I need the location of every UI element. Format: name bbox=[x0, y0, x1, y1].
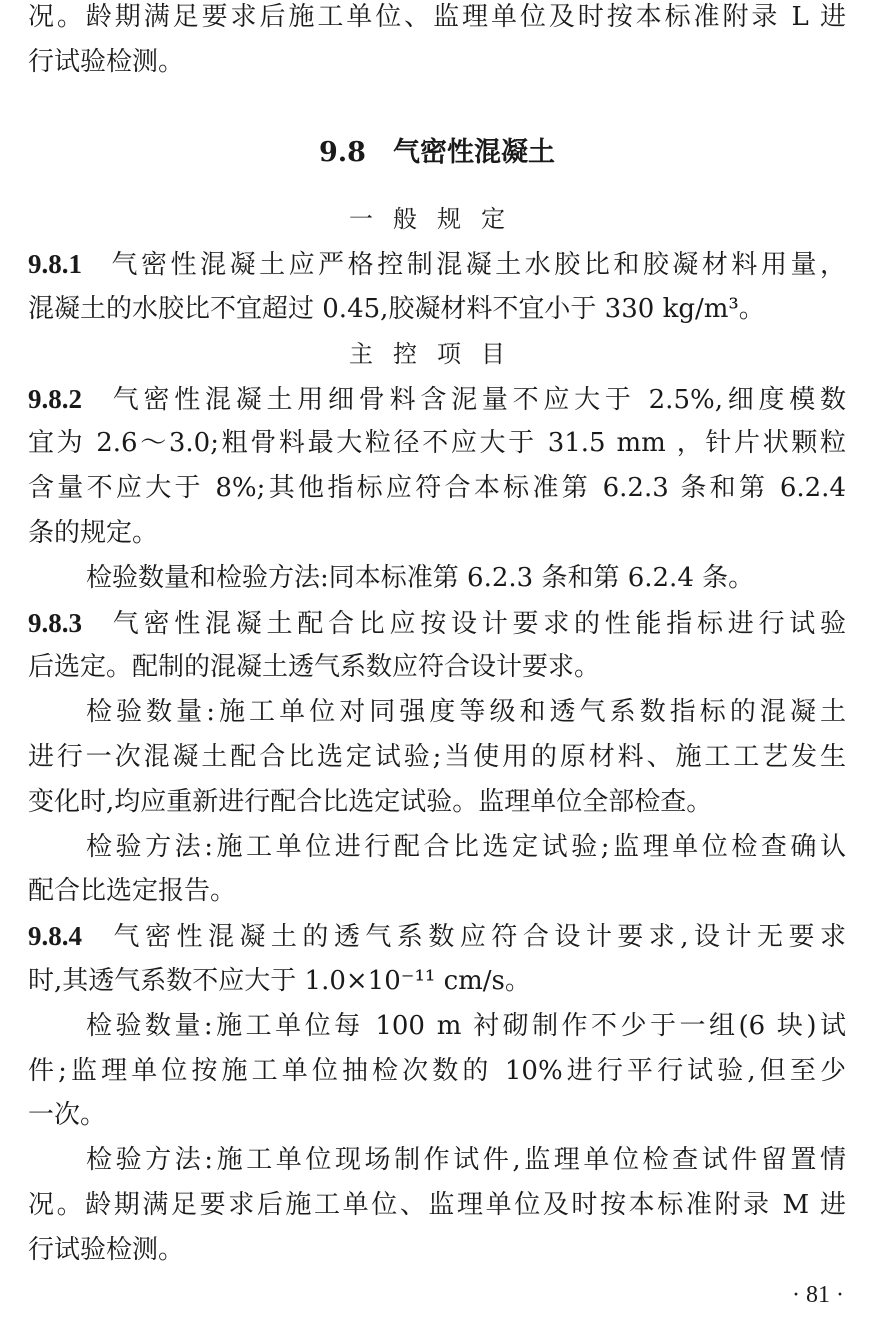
line-text: 条的规定。 bbox=[28, 517, 159, 548]
page-number: · 81 · bbox=[792, 1282, 844, 1308]
text-line bbox=[28, 780, 846, 825]
line-text: 气密性混凝土的透气系数应符合设计要求,设计无要求 bbox=[108, 922, 846, 953]
line-text: 况。龄期满足要求后施工单位、监理单位及时按本标准附录 L 进 bbox=[28, 2, 846, 32]
line-text: 件;监理单位按施工单位抽检次数的 10%进行平行试验,但至少 bbox=[28, 1055, 846, 1086]
document-body bbox=[28, 0, 846, 1273]
text-line bbox=[28, 690, 846, 735]
line-text: 宜为 2.6～3.0;粗骨料最大粒径不应大于 31.5 mm ，针片状颗粒 bbox=[28, 428, 846, 459]
text-line bbox=[28, 959, 846, 1004]
clause-paragraph bbox=[28, 377, 846, 556]
clause-number: 9.8.3 bbox=[28, 607, 82, 638]
clause-paragraph bbox=[28, 601, 846, 691]
text-line bbox=[28, 556, 846, 601]
text-line bbox=[28, 511, 846, 556]
line-text: 检验数量:施工单位对同强度等级和透气系数指标的混凝土 bbox=[86, 697, 846, 728]
text-line bbox=[28, 0, 846, 40]
text-line bbox=[28, 645, 846, 690]
section-heading: 9.8 气密性混凝土 bbox=[319, 136, 555, 168]
line-text: 一次。 bbox=[28, 1100, 107, 1131]
line-text: 检验方法:施工单位现场制作试件,监理单位检查试件留置情 bbox=[86, 1145, 846, 1176]
line-text: 行试验检测。 bbox=[28, 46, 185, 77]
text-line bbox=[28, 735, 846, 780]
clause-number: 9.8.2 bbox=[28, 383, 82, 414]
line-text: 变化时,均应重新进行配合比选定试验。监理单位全部检查。 bbox=[28, 786, 713, 817]
line-text: 检验数量和检验方法:同本标准第 6.2.3 条和第 6.2.4 条。 bbox=[86, 562, 755, 593]
line-text: 配合比选定报告。 bbox=[28, 876, 237, 907]
subsection-heading: 一般规定 bbox=[349, 205, 525, 234]
paragraph bbox=[28, 825, 846, 915]
paragraph bbox=[28, 556, 846, 601]
text-line bbox=[28, 287, 846, 332]
text-line bbox=[28, 601, 846, 646]
text-line bbox=[28, 1183, 846, 1228]
text-line bbox=[28, 869, 846, 914]
paragraph bbox=[28, 1138, 846, 1272]
line-text: 混凝土的水胶比不宜超过 0.45,胶凝材料不宜小于 330 kg/m³。 bbox=[28, 293, 765, 324]
subsection-heading: 主控项目 bbox=[349, 339, 525, 368]
text-line bbox=[28, 1138, 846, 1183]
text-line bbox=[28, 825, 846, 870]
clause-paragraph bbox=[28, 242, 846, 332]
paragraph bbox=[28, 690, 846, 824]
clause-number: 9.8.4 bbox=[28, 921, 82, 952]
text-line bbox=[28, 40, 846, 85]
text-line bbox=[28, 421, 846, 466]
text-line bbox=[28, 377, 846, 422]
line-text: 含量不应大于 8%;其他指标应符合本标准第 6.2.3 条和第 6.2.4 bbox=[28, 473, 846, 504]
line-text: 气密性混凝土用细骨料含泥量不应大于 2.5%,细度模数 bbox=[108, 384, 846, 415]
line-text: 气密性混凝土应严格控制混凝土水胶比和胶凝材料用量， bbox=[108, 250, 846, 281]
paragraph bbox=[28, 0, 846, 85]
line-text: 气密性混凝土配合比应按设计要求的性能指标进行试验 bbox=[108, 608, 846, 639]
clause-paragraph bbox=[28, 914, 846, 1004]
text-line bbox=[28, 1049, 846, 1094]
line-text: 检验方法:施工单位进行配合比选定试验;监理单位检查确认 bbox=[86, 831, 846, 862]
text-line bbox=[28, 1228, 846, 1273]
line-text: 进行一次混凝土配合比选定试验;当使用的原材料、施工工艺发生 bbox=[28, 741, 846, 772]
line-text: 时,其透气系数不应大于 1.0×10⁻¹¹ cm/s。 bbox=[28, 965, 531, 996]
text-line bbox=[28, 1093, 846, 1138]
text-line bbox=[28, 466, 846, 511]
clause-number: 9.8.1 bbox=[28, 249, 82, 280]
line-text: 后选定。配制的混凝土透气系数应符合设计要求。 bbox=[28, 652, 601, 683]
line-text: 行试验检测。 bbox=[28, 1234, 185, 1265]
text-line bbox=[28, 242, 846, 287]
text-line bbox=[28, 914, 846, 959]
paragraph bbox=[28, 1004, 846, 1138]
line-text: 况。龄期满足要求后施工单位、监理单位及时按本标准附录 M 进 bbox=[28, 1189, 846, 1220]
text-line bbox=[28, 1004, 846, 1049]
line-text: 检验数量:施工单位每 100 m 衬砌制作不少于一组(6 块)试 bbox=[86, 1010, 846, 1041]
